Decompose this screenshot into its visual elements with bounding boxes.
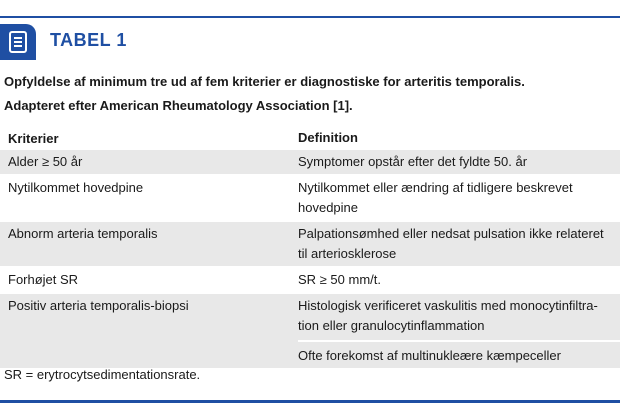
table-footnote: SR = erytrocytsedimentationsrate. xyxy=(4,367,201,382)
criteria-cell: Positiv arteria temporalis-biopsi xyxy=(8,298,189,313)
table-row xyxy=(0,222,620,266)
table-row xyxy=(0,268,620,292)
criteria-cell: Abnorm arteria temporalis xyxy=(8,226,158,241)
table-row xyxy=(0,150,620,174)
definition-cell xyxy=(290,176,620,220)
header-criteria: Kriterier xyxy=(8,130,59,146)
definition-line: Nytilkommet eller ændring af tidligere beskrevet xyxy=(298,180,573,195)
table-title: TABEL 1 xyxy=(50,30,127,50)
definition-line: Symptomer opstår efter det fyldte 50. år xyxy=(298,154,528,169)
criteria-cell: Alder ≥ 50 år xyxy=(8,154,83,169)
definition-line: tion eller granulocytinflammation xyxy=(298,318,485,333)
definition-line: Palpationsømhed eller nedsat pulsation ikke relateret xyxy=(298,226,604,241)
top-rule xyxy=(0,16,620,18)
criteria-cell: Nytilkommet hovedpine xyxy=(8,180,144,195)
definition-extra: Ofte forekomst af multinukleære kæmpeceller xyxy=(298,340,620,366)
definition-line: Histologisk verificeret vaskulitis med monocytinfiltra- xyxy=(298,298,598,313)
definition-line: til arteriosklerose xyxy=(298,246,397,261)
caption-line-1: Opfyldelse af minimum tre ud af fem kriterier er diagnostiske for arteritis temporalis. xyxy=(4,74,525,89)
table-caption xyxy=(4,70,614,118)
criteria-cell: Forhøjet SR xyxy=(8,272,79,287)
definition-cell xyxy=(290,268,620,292)
definition-cell xyxy=(290,222,620,266)
definition-cell xyxy=(290,150,620,174)
bottom-rule xyxy=(0,400,620,403)
table-head-row xyxy=(0,126,620,150)
definition-line: hovedpine xyxy=(298,200,358,215)
definition-line: SR ≥ 50 mm/t. xyxy=(298,272,381,287)
table-row xyxy=(0,294,620,368)
table-header-bar xyxy=(0,24,620,60)
criteria-table xyxy=(0,126,620,368)
table-row xyxy=(0,176,620,220)
document-list-icon xyxy=(0,24,36,60)
header-definition: Definition xyxy=(298,130,358,145)
definition-cell xyxy=(290,294,620,368)
caption-line-2: Adapteret efter American Rheumatology Association [1]. xyxy=(4,98,353,113)
